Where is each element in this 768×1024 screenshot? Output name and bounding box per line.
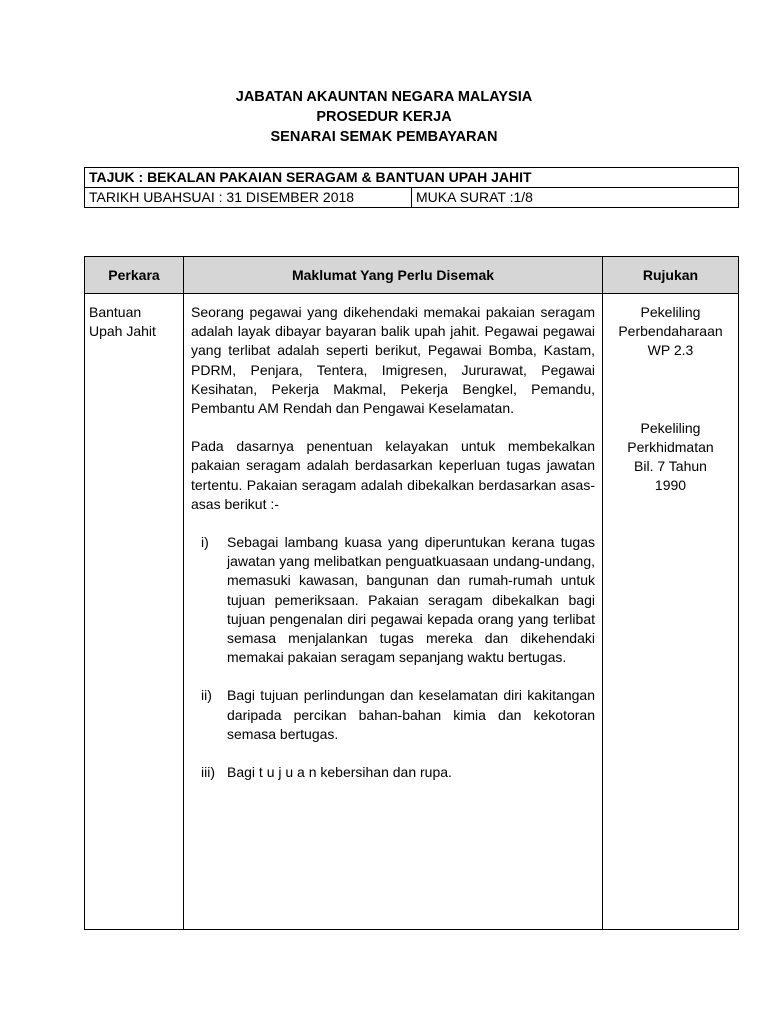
header-procedure: PROSEDUR KERJA [316,109,452,125]
list-item [201,686,595,744]
list-item-number: iii) [201,764,215,781]
col-header-maklumat: Maklumat Yang Perlu Disemak [184,257,603,294]
table-header-row [85,257,739,294]
reference-treasury-circular [603,303,738,361]
basis-list [191,533,595,782]
reference-line: Pekeliling [640,304,701,320]
reference-line: Bil. 7 Tahun [634,458,707,475]
perkara-cell [85,294,184,930]
paragraph-eligibility: Seorang pegawai yang dikehendaki memakai pakaian seragam adalah layak dibayar bayaran balik upah jahit. Pegawai pegawai yang terlibat adalah seperti berikut, Pegawai Bomba, Kastam, PDRM, Penjara, Tentera, Imigresen, Jururawat, Pegawai Kesihatan, Pekerja Makmal, Pekerja Bengkel, Pemandu, Pembantu AM Rendah dan Pengawai Keselamatan. [191,304,595,417]
list-item-number: i) [201,534,209,551]
checklist-table [84,256,739,930]
paragraph-basis: Pada dasarnya penentuan kelayakan untuk membekalkan pakaian seragam adalah berdasarkan keperluan tugas jawatan tertentu. Pakaian seragam adalah dibekalkan berdasarkan asas-asas berikut :- [191,438,595,512]
reference-service-circular [603,419,738,496]
meta-table [84,167,739,208]
reference-line: Pekeliling [640,419,701,436]
col-header-rujukan: Rujukan [603,257,739,294]
maklumat-cell [184,294,603,930]
reference-line: Perbendaharaan [618,323,723,340]
muka-surat-cell: MUKA SURAT :1/8 [412,188,739,208]
col-header-perkara: Perkara [85,257,184,294]
tarikh-cell: TARIKH UBAHSUAI : 31 DISEMBER 2018 [85,188,412,208]
list-item-text: Bagi tujuan perlindungan dan keselamatan diri kakitangan daripada percikan bahan-bahan kimia dan kekotoran semasa bertugas. [227,687,595,742]
header-agency: JABATAN AKAUNTAN NEGARA MALAYSIA [235,89,533,105]
rujukan-cell [603,294,739,930]
list-item [201,533,595,667]
tajuk-cell: TAJUK : BEKALAN PAKAIAN SERAGAM & BANTUAN UPAH JAHIT [85,168,739,188]
perkara-text: Bantuan Upah Jahit [89,304,156,340]
list-item-text: Sebagai lambang kuasa yang diperuntukan kerana tugas jawatan yang melibatkan penguatkuasaan undang-undang, memasuki kawasan, bangunan dan rumah-rumah untuk tujuan pemeriksaan. Pakaian seragam dibekalkan bagi tujuan pengenalan diri pegawai kepada orang yang terlibat semasa menjalankan tugas mereka dan dikehendaki memakai pakaian seragam sepanjang waktu bertugas. [227,534,595,666]
reference-line: 1990 [654,477,687,494]
document-header [0,87,768,147]
reference-line: Perkhidmatan [627,438,714,455]
reference-line: WP 2.3 [647,342,694,359]
list-item-text: Bagi t u j u a n kebersihan dan rupa. [227,764,452,781]
list-item [201,763,595,782]
header-checklist: SENARAI SEMAK PEMBAYARAN [270,129,498,145]
table-row [85,294,739,930]
list-item-number: ii) [201,687,212,704]
